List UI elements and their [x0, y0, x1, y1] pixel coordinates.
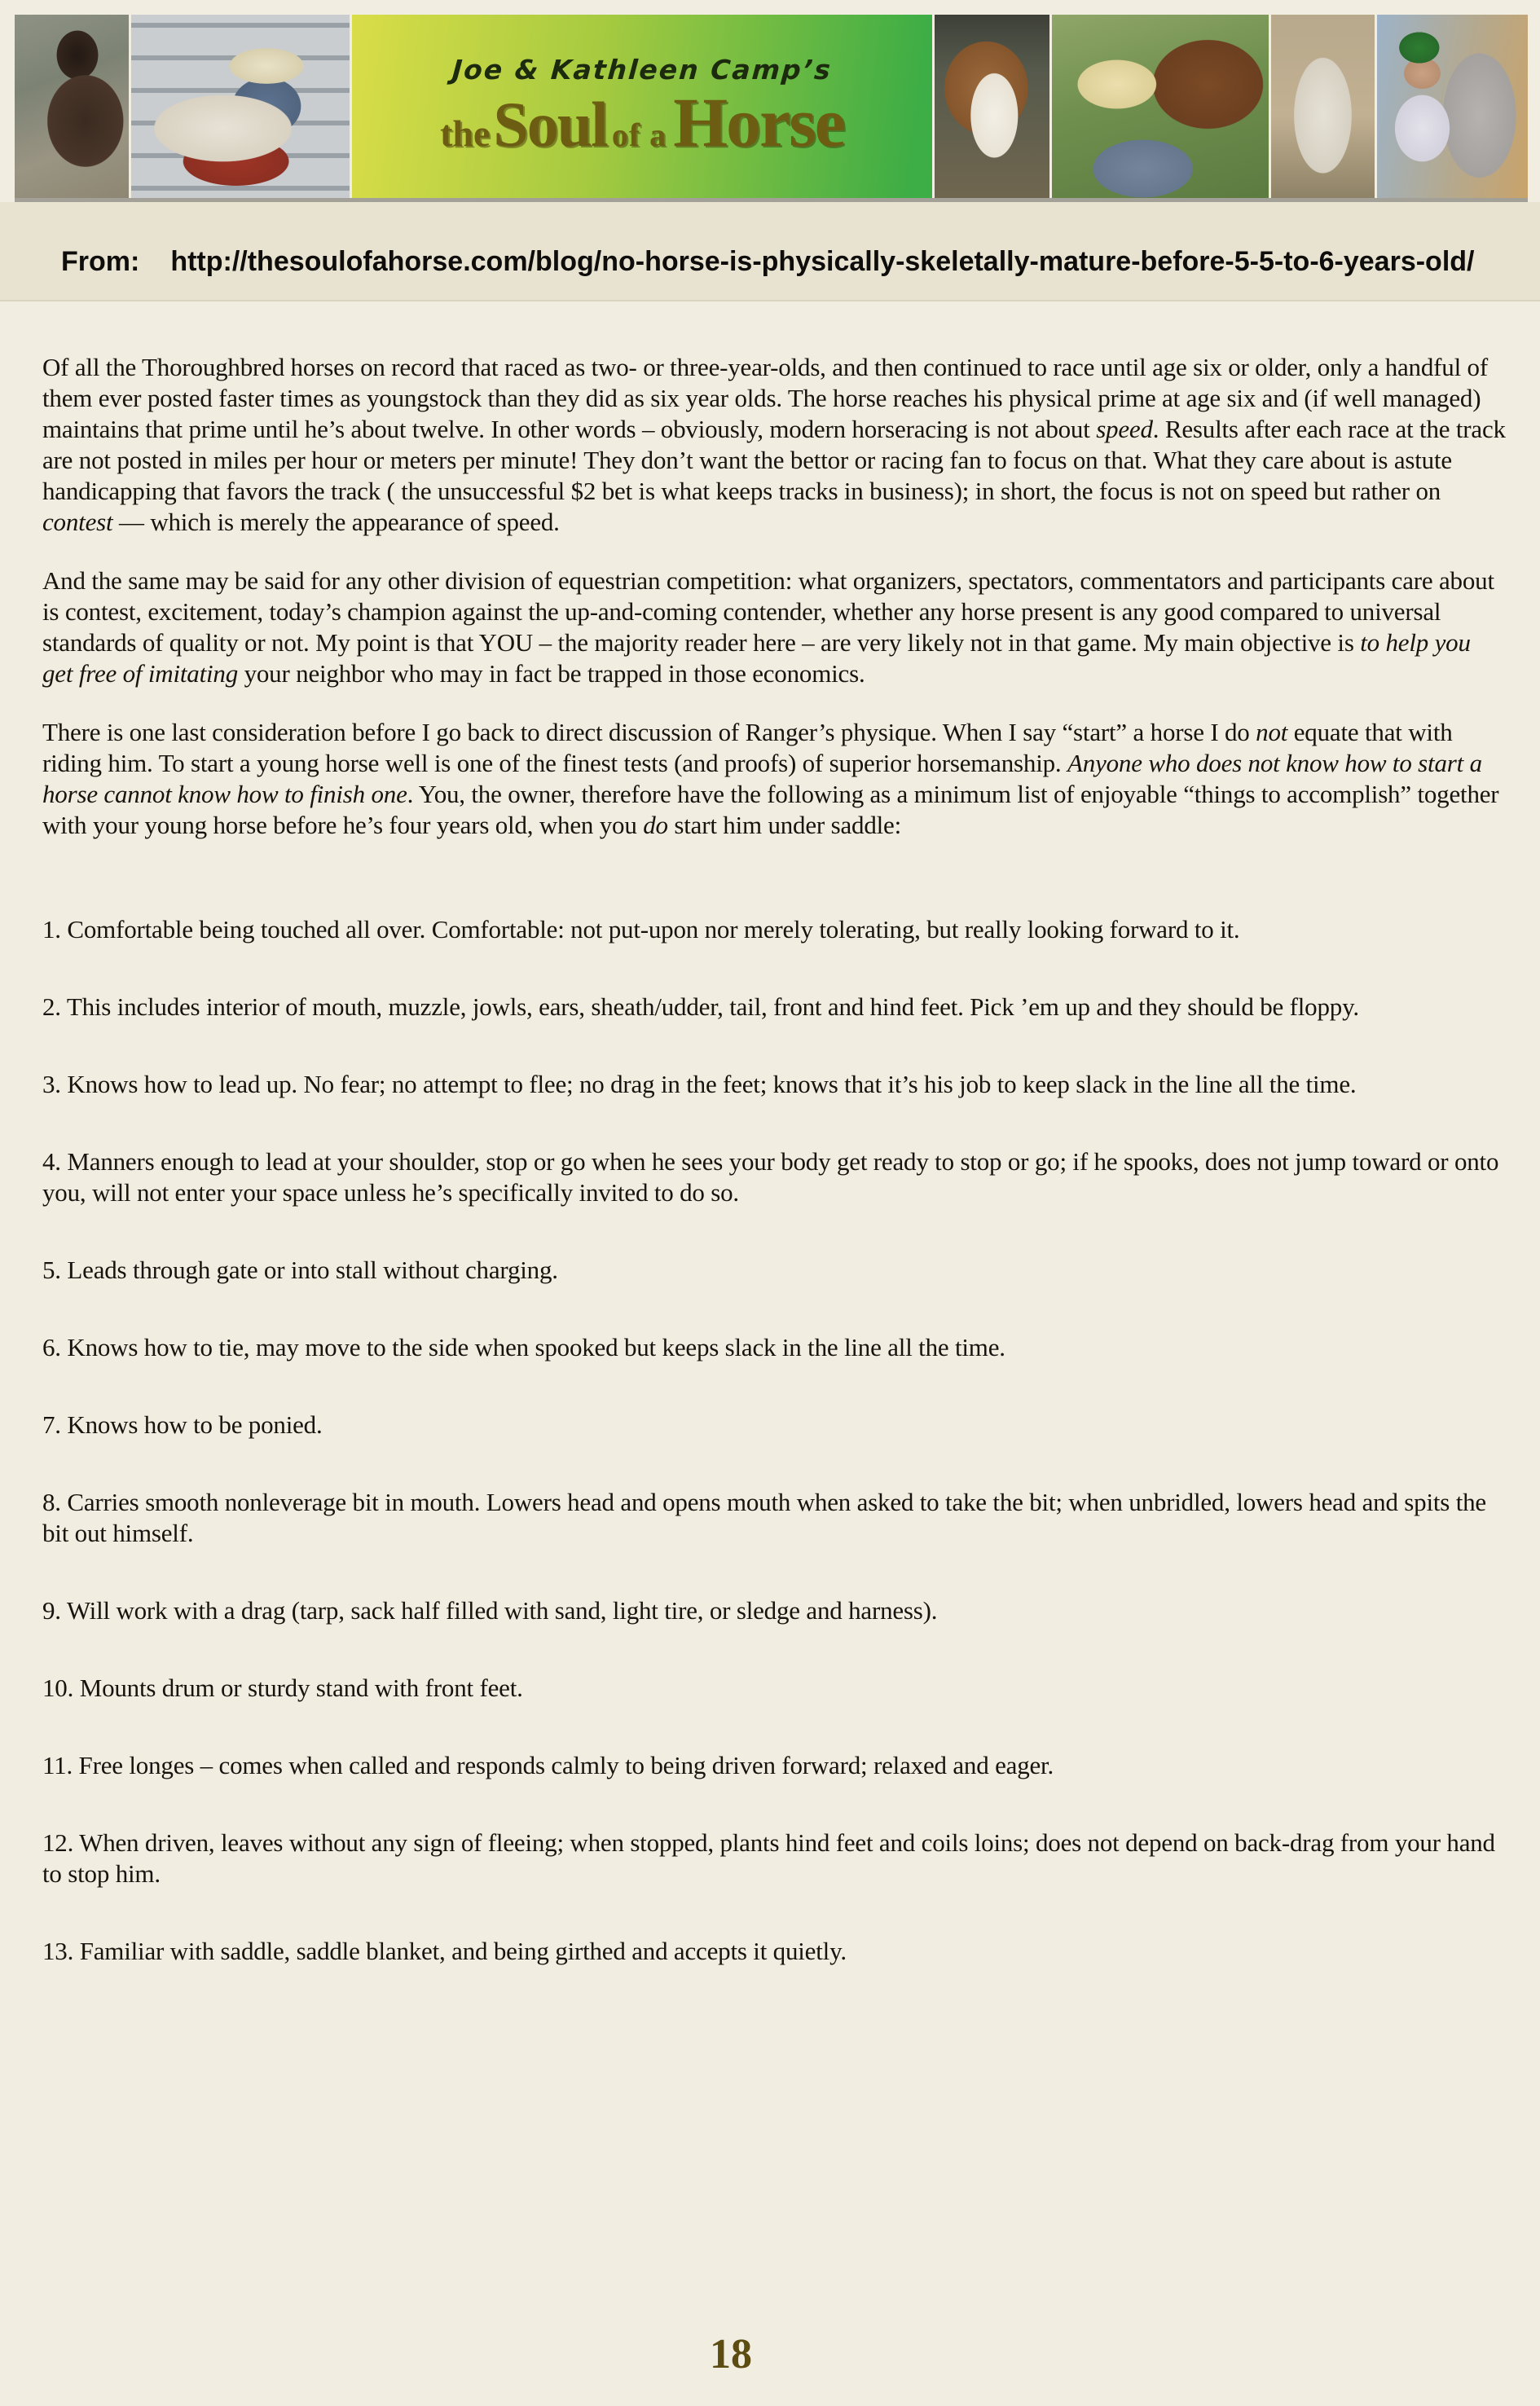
source-label: From:	[61, 245, 140, 277]
article-body	[42, 352, 1506, 1967]
photo-white-foal	[1271, 15, 1375, 198]
list-item: 1. Comfortable being touched all over. Comfortable: not put-upon nor merely tolerating, but really looking forward to it.	[42, 915, 1240, 943]
list-item: 6. Knows how to tie, may move to the side when spooked but keeps slack in the line all the time.	[42, 1333, 1005, 1361]
list-item: 11. Free longes – comes when called and responds calmly to being driven forward; relaxed and eager.	[42, 1751, 1054, 1779]
page-number: 18	[710, 2331, 752, 2377]
logo-wordmark	[352, 83, 932, 161]
paragraph: There is one last consideration before I go back to direct discussion of Ranger’s physique. When I say “start” a horse I do not equate that with riding him. To start a young horse well is one of the finest tests (and proofs) of superior horsemanship. Anyone who does not know how to start a horse cannot know how to finish one. You, the owner, therefore have the following as a minimum list of enjoyable “things to accomplish” together with your young horse before he’s four years old, when you do start him under saddle:	[42, 718, 1499, 839]
photo-man-green-cap-gray-horse	[1377, 15, 1528, 198]
site-header	[15, 15, 1528, 198]
list-item: 13. Familiar with saddle, saddle blanket, and being girthed and accepts it quietly.	[42, 1937, 847, 1965]
logo-byline: Joe & Kathleen Camp’s	[451, 54, 834, 86]
list-item: 5. Leads through gate or into stall without charging.	[42, 1256, 558, 1284]
photo-man-with-lying-horse	[131, 15, 350, 198]
list-item: 10. Mounts drum or sturdy stand with front feet.	[42, 1674, 523, 1702]
list-item: 2. This includes interior of mouth, muzzle, jowls, ears, sheath/udder, tail, front and hind feet. Pick ’em up and they should be floppy.	[42, 992, 1359, 1021]
site-logo	[352, 15, 932, 198]
photo-dark-horse	[15, 15, 129, 198]
list-item: 3. Knows how to lead up. No fear; no attempt to flee; no drag in the feet; knows that it’s his job to keep slack in the line all the time.	[42, 1070, 1357, 1098]
source-url-link[interactable]: http://thesoulofahorse.com/blog/no-horse-is-physically-skeletally-mature-before-5-5-to-6-years-old/	[170, 245, 1475, 277]
list-item: 4. Manners enough to lead at your shoulder, stop or go when he sees your body get ready to stop or go; if he spooks, does not jump toward or onto you, will not enter your space unless he’s specifically invited to do so.	[42, 1147, 1499, 1207]
photo-paint-horse	[935, 15, 1049, 198]
paragraph: Of all the Thoroughbred horses on record that raced as two- or three-year-olds, and then continued to race until age six or older, only a handful of them ever posted faster times as youngstock than they did as six year olds. The horse reaches his physical prime at age six and (if well managed) maintains that prime until he’s about twelve. In other words – obviously, modern horseracing is not about speed. Results after each race at the track are not posted in miles per hour or meters per minute! They don’t want the bettor or racing fan to focus on that. What they care about is astute handicapping that favors the track ( the unsuccessful $2 bet is what keeps tracks in business); in short, the focus is not on speed but rather on contest — which is merely the appearance of speed.	[42, 353, 1506, 536]
wordmark-horse: Horse	[673, 83, 844, 161]
source-band	[0, 202, 1540, 301]
wordmark-of-a: of a	[611, 117, 667, 153]
list-item: 9. Will work with a drag (tarp, sack half filled with sand, light tire, or sledge and harness).	[42, 1596, 938, 1625]
list-item: 12. When driven, leaves without any sign of fleeing; when stopped, plants hind feet and coils loins; does not depend on back-drag from your hand to stop him.	[42, 1828, 1495, 1888]
wordmark-the: the	[440, 112, 491, 154]
list-item: 8. Carries smooth nonleverage bit in mouth. Lowers head and opens mouth when asked to take the bit; when unbridled, lowers head and spits the bit out himself.	[42, 1488, 1486, 1547]
wordmark-soul: Soul	[493, 89, 607, 160]
photo-man-kissing-horse	[1052, 15, 1269, 198]
paragraph: And the same may be said for any other division of equestrian competition: what organizers, spectators, commentators and participants care about is contest, excitement, today’s champion against the up-and-coming contender, whether any horse present is any good compared to universal standards of quality or not. My point is that YOU – the majority reader here – are very likely not in that game. My main objective is to help you get free of imitating your neighbor who may in fact be trapped in those economics.	[42, 566, 1494, 688]
list-item: 7. Knows how to be ponied.	[42, 1410, 323, 1439]
